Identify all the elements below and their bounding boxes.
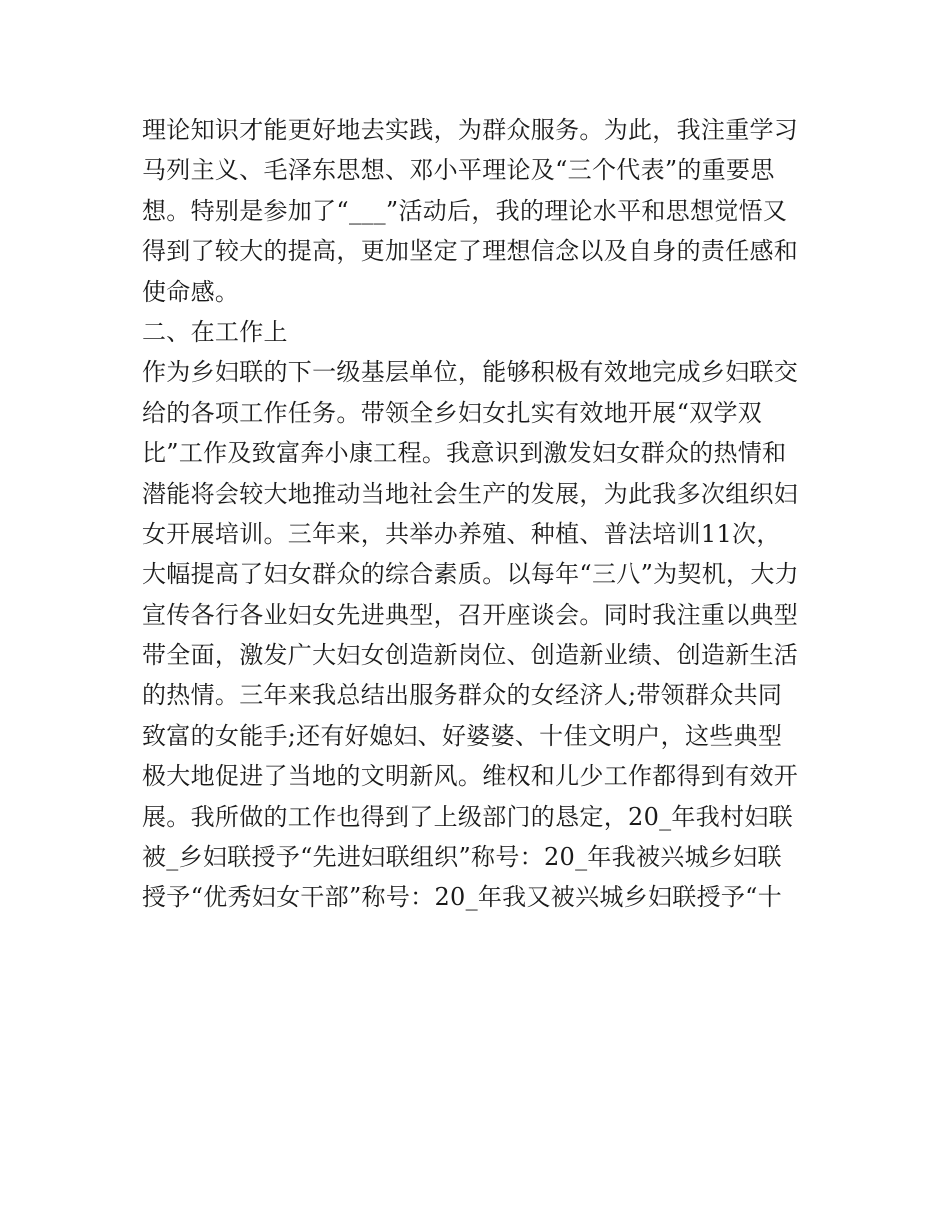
text-line-5: 使命感。 [142,277,240,306]
text-line-12: 大幅提高了妇女群众的综合素质。以每年“三八”为契机，大力 [142,560,799,589]
text-line-19: 被_乡妇联授予“先进妇联组织”称号：20_年我被兴城乡妇联 [142,843,782,872]
text-line-3: 想。特别是参加了“___”活动后，我的理论水平和思想觉悟又 [142,196,788,225]
text-line-8: 给的各项工作任务。带领全乡妇女扎实有效地开展“双学双 [142,398,763,427]
text-line-18: 展。我所做的工作也得到了上级部门的恳定，20_年我村妇联 [142,802,793,831]
text-line-17: 极大地促进了当地的文明新风。维权和儿少工作都得到有效开 [142,762,799,791]
text-line-4: 得到了较大的提高，更加坚定了理想信念以及自身的责任感和 [142,237,799,266]
text-line-15: 的热情。三年来我总结出服务群众的女经济人;带领群众共同 [142,681,783,710]
text-line-16: 致富的女能手;还有好媳妇、好婆婆、十佳文明户，这些典型 [142,721,783,750]
text-line-9: 比”工作及致富奔小康工程。我意识到激发妇女群众的热情和 [142,439,787,468]
text-line-14: 带全面，激发广大妇女创造新岗位、创造新业绩、创造新生活 [142,641,799,670]
text-line-13: 宣传各行各业妇女先进典型，召开座谈会。同时我注重以典型 [142,600,799,629]
text-line-10: 潜能将会较大地推动当地社会生产的发展，为此我多次组织妇 [142,479,799,508]
text-line-20: 授予“优秀妇女干部”称号：20_年我又被兴城乡妇联授予“十 [142,883,783,912]
section-heading: 二、在工作上 [142,317,288,346]
text-line-7: 作为乡妇联的下一级基层单位，能够积极有效地完成乡妇联交 [142,358,799,387]
text-line-11: 女开展培训。三年来，共举办养殖、种植、普法培训11次， [142,519,781,548]
text-line-1: 理论知识才能更好地去实践，为群众服务。为此，我注重学习 [142,116,799,144]
text-line-2: 马列主义、毛泽东思想、邓小平理论及“三个代表”的重要思 [142,156,775,185]
body-text [142,110,822,918]
